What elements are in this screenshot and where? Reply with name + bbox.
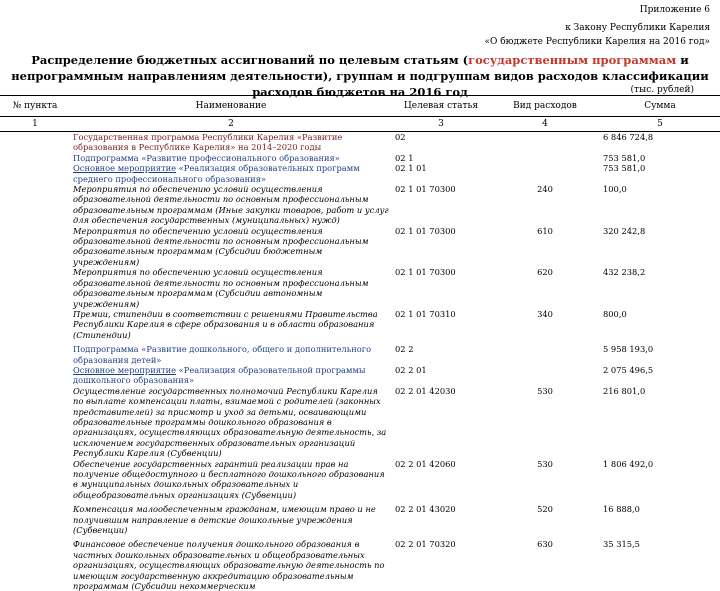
row-num bbox=[0, 153, 70, 163]
appendix-label: Приложение 6 bbox=[639, 5, 710, 15]
row-name bbox=[70, 163, 392, 184]
row-name: Мероприятия по обеспечению условий осуществления образовательной деятельности по основным профессиональным образовательным программам (Иные закупки товаров, работ и услуг для обеспечения государственных (муниципальных) нужд) bbox=[73, 184, 389, 226]
row-num bbox=[0, 340, 70, 365]
row-vid: 620 bbox=[537, 267, 553, 278]
row-name: Мероприятия по обеспечению условий осуществления образовательной деятельности по основным профессиональным образовательным программам (Субсидии автономным учреждениям) bbox=[73, 267, 369, 309]
row-code: 02 1 01 70300 bbox=[395, 267, 456, 278]
row-vid: 530 bbox=[537, 385, 553, 396]
table-row bbox=[0, 132, 720, 153]
row-vid: 630 bbox=[537, 539, 553, 550]
row-sum: 320 242,8 bbox=[603, 225, 646, 236]
row-code: 02 2 bbox=[395, 344, 414, 355]
row-code: 02 1 bbox=[395, 152, 414, 163]
main-event-label: Основное мероприятие bbox=[73, 364, 177, 375]
law-title: «О бюджете Республики Карелия на 2016 год» bbox=[484, 37, 710, 47]
col-header-num: № пункта bbox=[0, 96, 70, 117]
row-sum: 2 075 496,5 bbox=[603, 364, 654, 375]
row-sum: 35 315,5 bbox=[603, 539, 640, 550]
row-sum: 5 958 193,0 bbox=[603, 344, 654, 355]
row-vid bbox=[490, 132, 600, 153]
row-code: 02 bbox=[395, 132, 406, 142]
main-event-label: Основное мероприятие bbox=[73, 163, 177, 174]
row-num bbox=[0, 267, 70, 309]
law-reference: к Закону Республики Карелия bbox=[565, 23, 710, 33]
col-number-1: 1 bbox=[0, 117, 70, 132]
units-label: (тыс. рублей) bbox=[630, 85, 694, 95]
main-event-text: «Реализация образовательных программ среднего профессионального образования» bbox=[73, 163, 360, 184]
table-row bbox=[0, 365, 720, 386]
row-vid bbox=[490, 365, 600, 386]
row-sum: 432 238,2 bbox=[603, 267, 646, 278]
row-code: 02 2 01 42060 bbox=[395, 458, 456, 469]
budget-table bbox=[0, 95, 720, 591]
title-part-1: Распределение бюджетных ассигнований по целевым статьям ( bbox=[31, 53, 469, 67]
row-name: Финансовое обеспечение получения дошкольного образования в частных дошкольных образовательных и общеобразовательных организациях, осуществляющих образовательную деятельность по имеющим государственную аккредитацию образовательным программам (Субсидии некоммерческим bbox=[73, 539, 385, 591]
row-sum: 753 581,0 bbox=[603, 163, 646, 174]
col-number-4: 4 bbox=[490, 117, 600, 132]
table-header-row bbox=[0, 96, 720, 117]
row-num bbox=[0, 386, 70, 459]
row-name: Государственная программа Республики Карелия «Развитие образования в Республике Карелия» на 2014–2020 годы bbox=[73, 132, 343, 153]
table-row bbox=[0, 163, 720, 184]
document-title bbox=[0, 52, 720, 100]
table-row bbox=[0, 267, 720, 309]
row-code: 02 1 01 70300 bbox=[395, 184, 456, 195]
row-name: Осуществление государственных полномочий Республики Карелия по выплате компенсации платы, взимаемой с родителей (законных представителей) за присмотр и уход за детьми, осваивающими образовательные программы дошкольного образования в организациях, осуществляющих образовательную деятельность, за исключением государственных образовательных организаций Республики Карелия (Субвенции) bbox=[73, 385, 387, 459]
col-header-sum: Сумма bbox=[600, 96, 720, 117]
title-part-2: и непрограммным направлениям деятельности), группам и подгруппам видов расходов классификации расходов бюджетов на 2016 год bbox=[11, 53, 709, 99]
row-vid: 530 bbox=[537, 458, 553, 469]
row-sum: 216 801,0 bbox=[603, 385, 646, 396]
title-highlight: государственным программам bbox=[468, 53, 677, 67]
row-vid: 340 bbox=[537, 308, 553, 319]
row-num bbox=[0, 459, 70, 501]
row-name: Подпрограмма «Развитие профессионального образования» bbox=[73, 152, 340, 163]
row-num bbox=[0, 184, 70, 226]
table-row bbox=[0, 340, 720, 365]
row-sum: 16 888,0 bbox=[603, 504, 640, 515]
table-row bbox=[0, 153, 720, 163]
row-num bbox=[0, 535, 70, 591]
table-row bbox=[0, 535, 720, 591]
col-header-vid: Вид расходов bbox=[490, 96, 600, 117]
row-code: 02 2 01 42030 bbox=[395, 385, 456, 396]
row-sum: 753 581,0 bbox=[603, 152, 646, 163]
row-vid: 240 bbox=[537, 184, 553, 195]
row-vid bbox=[490, 153, 600, 163]
table-row bbox=[0, 459, 720, 501]
row-code: 02 2 01 70320 bbox=[395, 539, 456, 550]
row-vid: 610 bbox=[537, 225, 553, 236]
row-sum: 100,0 bbox=[603, 184, 627, 195]
table-row bbox=[0, 184, 720, 226]
col-number-3: 3 bbox=[392, 117, 490, 132]
row-name: Компенсация малообеспеченным гражданам, имеющим право и не получившим направление в детские дошкольные учреждения (Субвенции) bbox=[73, 504, 376, 536]
column-number-row bbox=[0, 117, 720, 132]
row-sum: 6 846 724,8 bbox=[603, 132, 654, 142]
row-name: Обеспечение государственных гарантий реализации прав на получение общедоступного и бесплатного дошкольного образования в муниципальных дошкольных образовательных и общеобразовательных организациях (Субвенции) bbox=[73, 458, 385, 500]
row-num bbox=[0, 365, 70, 386]
table-row bbox=[0, 226, 720, 268]
row-sum: 800,0 bbox=[603, 308, 627, 319]
col-number-5: 5 bbox=[600, 117, 720, 132]
row-name: Премии, стипендии в соответствии с решениями Правительства Республики Карелия в сфере образования и в области образования (Стипендии) bbox=[73, 308, 378, 340]
row-code: 02 2 01 43020 bbox=[395, 504, 456, 515]
row-num bbox=[0, 132, 70, 153]
row-num bbox=[0, 226, 70, 268]
row-num bbox=[0, 500, 70, 535]
row-num bbox=[0, 309, 70, 340]
row-vid: 520 bbox=[537, 504, 553, 515]
row-name bbox=[70, 365, 392, 386]
row-sum: 1 806 492,0 bbox=[603, 458, 654, 469]
main-event-text: «Реализация образовательной программы дошкольного образования» bbox=[73, 364, 366, 386]
table-row bbox=[0, 386, 720, 459]
row-vid bbox=[490, 340, 600, 365]
col-header-code: Целевая статья bbox=[392, 96, 490, 117]
row-name: Подпрограмма «Развитие дошкольного, общего и дополнительного образования детей» bbox=[73, 344, 372, 365]
table-row bbox=[0, 500, 720, 535]
row-code: 02 1 01 bbox=[395, 163, 427, 174]
table-row bbox=[0, 309, 720, 340]
row-num bbox=[0, 163, 70, 184]
row-vid bbox=[490, 163, 600, 184]
col-number-2: 2 bbox=[70, 117, 392, 132]
col-header-name: Наименование bbox=[70, 96, 392, 117]
row-code: 02 1 01 70310 bbox=[395, 308, 456, 319]
row-code: 02 2 01 bbox=[395, 364, 427, 375]
row-name: Мероприятия по обеспечению условий осуществления образовательной деятельности по основным профессиональным образовательным программам (Субсидии бюджетным учреждениям) bbox=[73, 225, 369, 267]
row-code: 02 1 01 70300 bbox=[395, 225, 456, 236]
